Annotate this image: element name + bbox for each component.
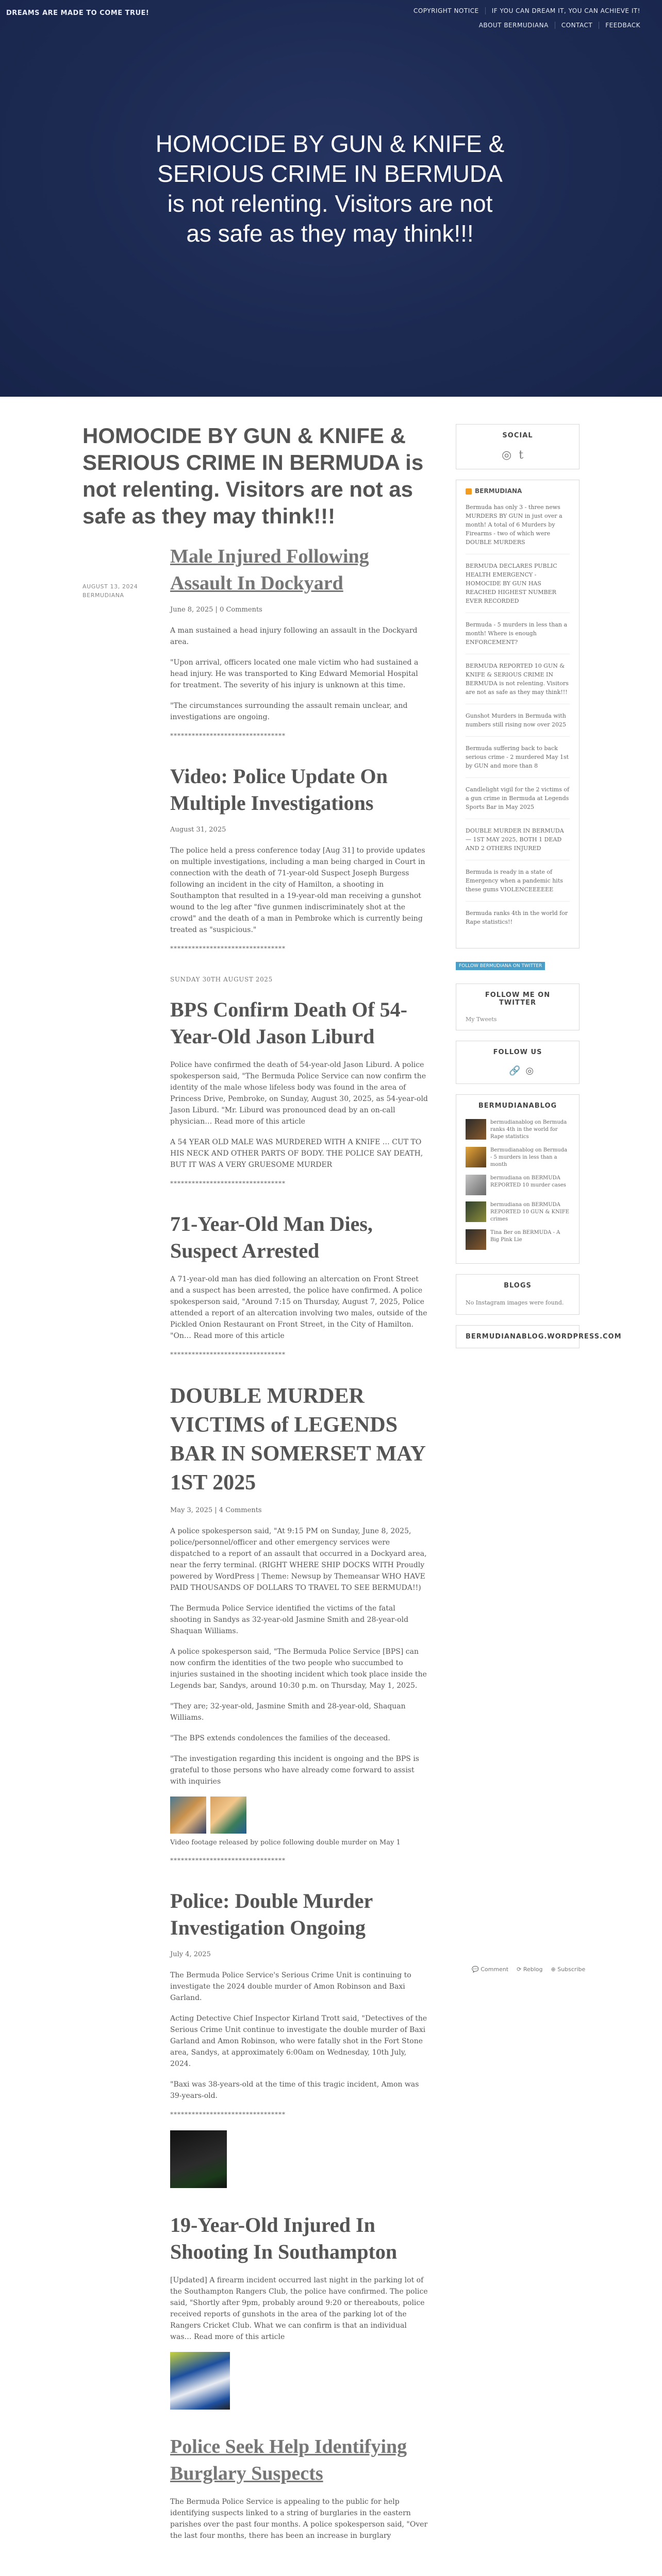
paragraph: "The investigation regarding this incident is ongoing and the BPS is grateful to those persons who have already come forward to assist with inquiries (170, 1755, 419, 1786)
avatar (466, 1175, 486, 1195)
post-meta (82, 582, 150, 600)
feed-item[interactable]: Gunshot Murders in Bermuda with numbers still rising now over 2025 (466, 711, 570, 737)
comment-row[interactable] (466, 1175, 570, 1195)
subscribe-button[interactable] (551, 1966, 586, 1973)
paragraph: A police spokesperson said, "The Bermuda Police Service [BPS] can now confirm the identities of the two people who succumbed to injuries sustained in the shooting incident which took place inside the Legends bar, Sandys, around 10:30 p.m. on Thursday, May 1, 2025. (170, 1648, 427, 1690)
paragraph: "They are; 32-year-old, Jasmine Smith and 28-year-old, Shaquan Williams. (170, 1702, 406, 1722)
victim-photo[interactable] (210, 1797, 246, 1834)
site-url-title[interactable]: BERMUDIANABLOG.WORDPRESS.COM (466, 1333, 622, 1341)
follow-widget (456, 1041, 580, 1084)
comment-row[interactable] (466, 1119, 570, 1141)
reblog-label: Reblog (523, 1966, 543, 1973)
nav-feedback[interactable]: FEEDBACK (599, 22, 647, 29)
post-date: August 31, 2025 (170, 826, 226, 834)
victim-photos (170, 1797, 428, 1834)
post-body (170, 845, 428, 936)
post-image[interactable] (170, 2130, 227, 2188)
my-tweets-link[interactable]: My Tweets (466, 1016, 497, 1023)
post-dateline: SUNDAY 30TH AUGUST 2025 (170, 976, 273, 983)
paragraph: Acting Detective Chief Inspector Kirland Trott said, "Detectives of the Serious Crime Unit continue to investigate the double murder of Baxi Garland and Amon Robinson, who were fatally shot in the Fort Stone area, Sandys, at approximately 6:00am on Wednesday, 10th July, 2024. (170, 2014, 427, 2068)
divider-stars: ******************************** (170, 1180, 286, 1187)
video-caption: Video footage released by police following double murder on May 1 (170, 1839, 401, 1846)
subscribe-label: Subscribe (557, 1966, 586, 1973)
post-item (170, 543, 428, 739)
comment-text[interactable]: Tina Ber on BERMUDA - A Big Pink Lie (490, 1230, 560, 1243)
comment-icon: 💬 (472, 1966, 481, 1973)
post-image[interactable] (170, 2352, 230, 2410)
hero-title: HOMOCIDE BY GUN & KNIFE & SERIOUS CRIME IN BERMUDA is not relenting. Visitors are not as safe as they may think!!! (155, 130, 505, 247)
paragraph: "Upon arrival, officers located one male victim who had sustained a head injury. He was transported to King Edward Memorial Hospital for treatment. The severity of his injury is unknown at this time. (170, 658, 419, 689)
post-body (170, 625, 428, 723)
avatar (466, 1229, 486, 1250)
post-body (170, 1526, 428, 1787)
paragraph: Police have confirmed the death of 54-year-old Jason Liburd. A police spokesperson said, "The Bermuda Police Service can now confirm the identity of the male whose lifeless body was found in the area of Princess Drive, Pembroke, on Sunday, August 30, 2025, as 54-year-old Jason Liburd. "Mr. Liburd was pronounced dead by an on-call physician… Read more of this article (170, 1061, 428, 1126)
top-navigation (407, 7, 647, 36)
tumblr-icon[interactable]: t (519, 449, 524, 462)
feed-item[interactable]: Bermuda - 5 murders in less than a month! Where is enough ENFORCEMENT? (466, 620, 570, 654)
feed-item[interactable]: BERMUDA DECLARES PUBLIC HEALTH EMERGENCY - HOMOCIDE BY GUN HAS REACHED HIGHEST NUMBER EVER RECORDED (466, 562, 570, 613)
twitter-follow-badge[interactable]: FOLLOW BERMUDIANA ON TWITTER (456, 962, 545, 970)
paragraph: A 54 YEAR OLD MALE WAS MURDERED WITH A KNIFE … CUT TO HIS NECK AND OTHER PARTS OF BODY. THE POLICE SAY DEATH, BUT IT WAS A VERY GRUESOME MURDER (170, 1138, 423, 1169)
site-tagline[interactable]: DREAMS ARE MADE TO COME TRUE! (6, 9, 150, 17)
post-body (170, 2275, 428, 2343)
meta-date[interactable]: AUGUST 13, 2024 (82, 583, 138, 590)
twitter-widget (456, 984, 580, 1030)
comment-text[interactable]: Bermudianablog on Bermuda - 5 murders in less than a month (490, 1147, 568, 1167)
comment-text[interactable]: bermudianablog on Bermuda ranks 4th in the world for Rape statistics (490, 1120, 567, 1140)
sidebar (456, 424, 622, 1359)
widget-title: BERMUDIANABLOG (478, 1102, 557, 1110)
avatar (466, 1201, 486, 1222)
social-icons (466, 449, 570, 462)
instagram-icon[interactable]: ◎ (502, 449, 512, 462)
recent-comments-widget (456, 1094, 580, 1264)
main-content (82, 422, 428, 2565)
paragraph: A 71-year-old man has died following an altercation on Front Street and a suspect has been arrested, the police have confirmed. A police spokesperson said, "Around 7:15 on Thursday, August 7, 2025, Police attended a report of an altercation involving two males, outside of the Pickled Onion Restaurant on Front Street, in the City of Hamilton. "On… Read more of this article (170, 1275, 427, 1340)
paragraph: "Baxi was 38-years-old at the time of this tragic incident, Amon was 39-years-old. (170, 2080, 419, 2100)
blogs-widget (456, 1274, 580, 1315)
post-body (170, 1970, 428, 2102)
post-date: July 4, 2025 (170, 1951, 211, 1958)
feed-item[interactable]: Bermuda has only 3 - three news MURDERS BY GUN in just over a month! A total of 6 Murders by Firearms - two of which were DOUBLE MURDERS (466, 503, 570, 554)
post-title: DOUBLE MURDER VICTIMS of LEGENDS BAR IN SOMERSET MAY 1ST 2025 (170, 1384, 425, 1495)
divider-stars: ******************************** (170, 732, 286, 739)
page-title: HOMOCIDE BY GUN & KNIFE & SERIOUS CRIME IN BERMUDA is not relenting. Visitors are not as safe as they may think!!! (82, 423, 424, 528)
post-title-link[interactable]: Male Injured Following Assault In Dockyard (170, 546, 369, 594)
feed-item[interactable]: Bermuda is ready in a state of Emergency when a pandemic hits these gums VIOLENCEEEEEE (466, 868, 570, 902)
feed-item[interactable]: BERMUDA REPORTED 10 GUN & KNIFE & SERIOUS CRIME IN BERMUDA is not relenting. Visitors are not as safe as they may think!!! (466, 662, 570, 704)
post-body (170, 1059, 428, 1171)
header-hero (0, 0, 662, 397)
post-title-link[interactable]: Police Seek Help Identifying Burglary Suspects (170, 2436, 407, 2484)
comment-row[interactable] (466, 1229, 570, 1250)
blogs-empty-text: No Instagram images were found. (466, 1299, 564, 1306)
post-title: Police: Double Murder Investigation Ongoing (170, 1889, 373, 1939)
comment-row[interactable] (466, 1201, 570, 1223)
reblog-icon: ⟳ (517, 1966, 523, 1973)
avatar (466, 1119, 486, 1140)
rss-feed-widget (456, 480, 580, 948)
comment-button[interactable] (472, 1966, 508, 1973)
post-title: 71-Year-Old Man Dies, Suspect Arrested (170, 1212, 373, 1262)
reblog-button[interactable] (517, 1966, 542, 1973)
widget-title: FOLLOW ME ON TWITTER (485, 991, 551, 1007)
post-body (170, 1274, 428, 1342)
post-item (170, 1888, 428, 2188)
widget-title: SOCIAL (502, 432, 533, 439)
post-date: June 8, 2025 | 0 Comments (170, 606, 262, 614)
post-item (170, 2433, 428, 2541)
feed-title[interactable] (466, 487, 570, 495)
meta-author[interactable]: BERMUDIANA (82, 592, 124, 599)
paragraph: The Bermuda Police Service is appealing to the public for help identifying suspects linked to a string of burglaries in the eastern parishes over the past four months. A police spokesperson said, "Over the last four months, there has been an increase in burglary (170, 2498, 428, 2540)
site-url-widget (456, 1325, 622, 1348)
comment-row[interactable] (466, 1147, 570, 1168)
nav-copyright-notice[interactable]: COPYRIGHT NOTICE (413, 7, 479, 14)
paragraph: [Updated] A firearm incident occurred last night in the parking lot of the Southampton Rangers Club, the police have confirmed. The police said, "Shortly after 9pm, probably around 9:20 or thereabouts, police received reports of gunshots in the area of the parking lot of the Rangers Cricket Club. What we can confirm is that an individual was… Read more of this article (170, 2276, 428, 2341)
comment-text[interactable]: bermudiana on BERMUDA REPORTED 10 murder cases (490, 1175, 566, 1188)
nav-about[interactable]: ABOUT BERMUDIANA (478, 22, 549, 29)
post-title: BPS Confirm Death Of 54-Year-Old Jason Liburd (170, 998, 407, 1048)
paragraph: A police spokesperson said, "At 9:15 PM on Sunday, June 8, 2025, police/personnel/officer and other emergency services were dispatched to a report of an assault that occurred in a Dockyard area, near the ferry terminal. (RIGHT WHERE SHIP DOCKS WITH Proudly powered by WordPress | Theme: Newsup by Themeansar WHO HAVE PAID THOUSANDS OF DOLLARS TO TRAVEL TO SEE BERMUDA!!) (170, 1527, 427, 1592)
feed-item[interactable]: Bermuda ranks 4th in the world for Rape statistics!! (466, 910, 568, 925)
post-item (170, 2212, 428, 2410)
post-item (170, 1211, 428, 1358)
paragraph: A man sustained a head injury following an assault in the Dockyard area. (170, 626, 418, 646)
feed-title-text[interactable]: BERMUDIANA (475, 487, 522, 495)
paragraph: "The circumstances surrounding the assault remain unclear, and investigations are ongoing. (170, 702, 408, 721)
instagram-icon[interactable]: ◎ (525, 1065, 534, 1076)
nav-dream-it[interactable]: IF YOU CAN DREAM IT, YOU CAN ACHIEVE IT! (485, 7, 647, 14)
paragraph: The police held a press conference today [Aug 31] to provide updates on multiple investigations, including a man being charged in Court in connection with the death of 71-year-old Suspect Joseph Burgess following an incident in the city of Hamilton, a shooting in Southampton that resulted in a 19-year-old man receiving a gunshot wound to the leg after "five gunmen indiscriminately shot at the crowd" and the death of a man in Pembroke which is currently being treated as "suspicious." (170, 846, 425, 934)
divider-stars: ******************************** (170, 2111, 286, 2118)
feed-item[interactable]: Candlelight vigil for the 2 victims of a gun crime in Bermuda at Legends Sports Bar in May 2025 (466, 785, 570, 819)
post-date: May 3, 2025 | 4 Comments (170, 1506, 262, 1514)
victim-photo[interactable] (170, 1797, 206, 1834)
post-item (170, 1382, 428, 1864)
post-item (170, 763, 428, 952)
comment-label: Comment (481, 1966, 509, 1973)
post-title: Video: Police Update On Multiple Investigations (170, 765, 388, 815)
paragraph: "The BPS extends condolences the families of the deceased. (170, 1734, 390, 1742)
link-icon[interactable]: 🔗 (509, 1065, 521, 1076)
action-bar (472, 1966, 585, 1973)
widget-title: BLOGS (504, 1282, 532, 1290)
divider-stars: ******************************** (170, 945, 286, 952)
paragraph: The Bermuda Police Service identified the victims of the fatal shooting in Sandys as 32-year-old Jasmine Smith and 28-year-old Shaquan Williams. (170, 1604, 409, 1635)
post-title: 19-Year-Old Injured In Shooting In Southampton (170, 2213, 398, 2263)
subscribe-icon: ⊕ (551, 1966, 558, 1973)
feed-item[interactable]: DOUBLE MURDER IN BERMUDA — 1ST MAY 2025, BOTH 1 DEAD AND 2 OTHERS INJURED (466, 826, 570, 860)
feed-item[interactable]: Bermuda suffering back to back serious crime - 2 murdered May 1st by GUN and more than 8 (466, 744, 570, 778)
social-widget (456, 424, 580, 469)
post-body (170, 2496, 428, 2541)
follow-icons (466, 1065, 570, 1076)
divider-stars: ******************************** (170, 1857, 286, 1864)
paragraph: The Bermuda Police Service's Serious Crime Unit is continuing to investigate the 2024 double murder of Amon Robinson and Baxi Garland. (170, 1971, 411, 2002)
rss-icon (466, 488, 472, 495)
post-item (170, 976, 428, 1187)
avatar (466, 1147, 486, 1167)
nav-contact[interactable]: CONTACT (555, 22, 599, 29)
post-list (170, 543, 428, 2541)
divider-stars: ******************************** (170, 1351, 286, 1358)
comment-text[interactable]: bermudiana on BERMUDA REPORTED 10 GUN & KNIFE crimes (490, 1202, 570, 1222)
widget-title: FOLLOW US (493, 1048, 542, 1056)
